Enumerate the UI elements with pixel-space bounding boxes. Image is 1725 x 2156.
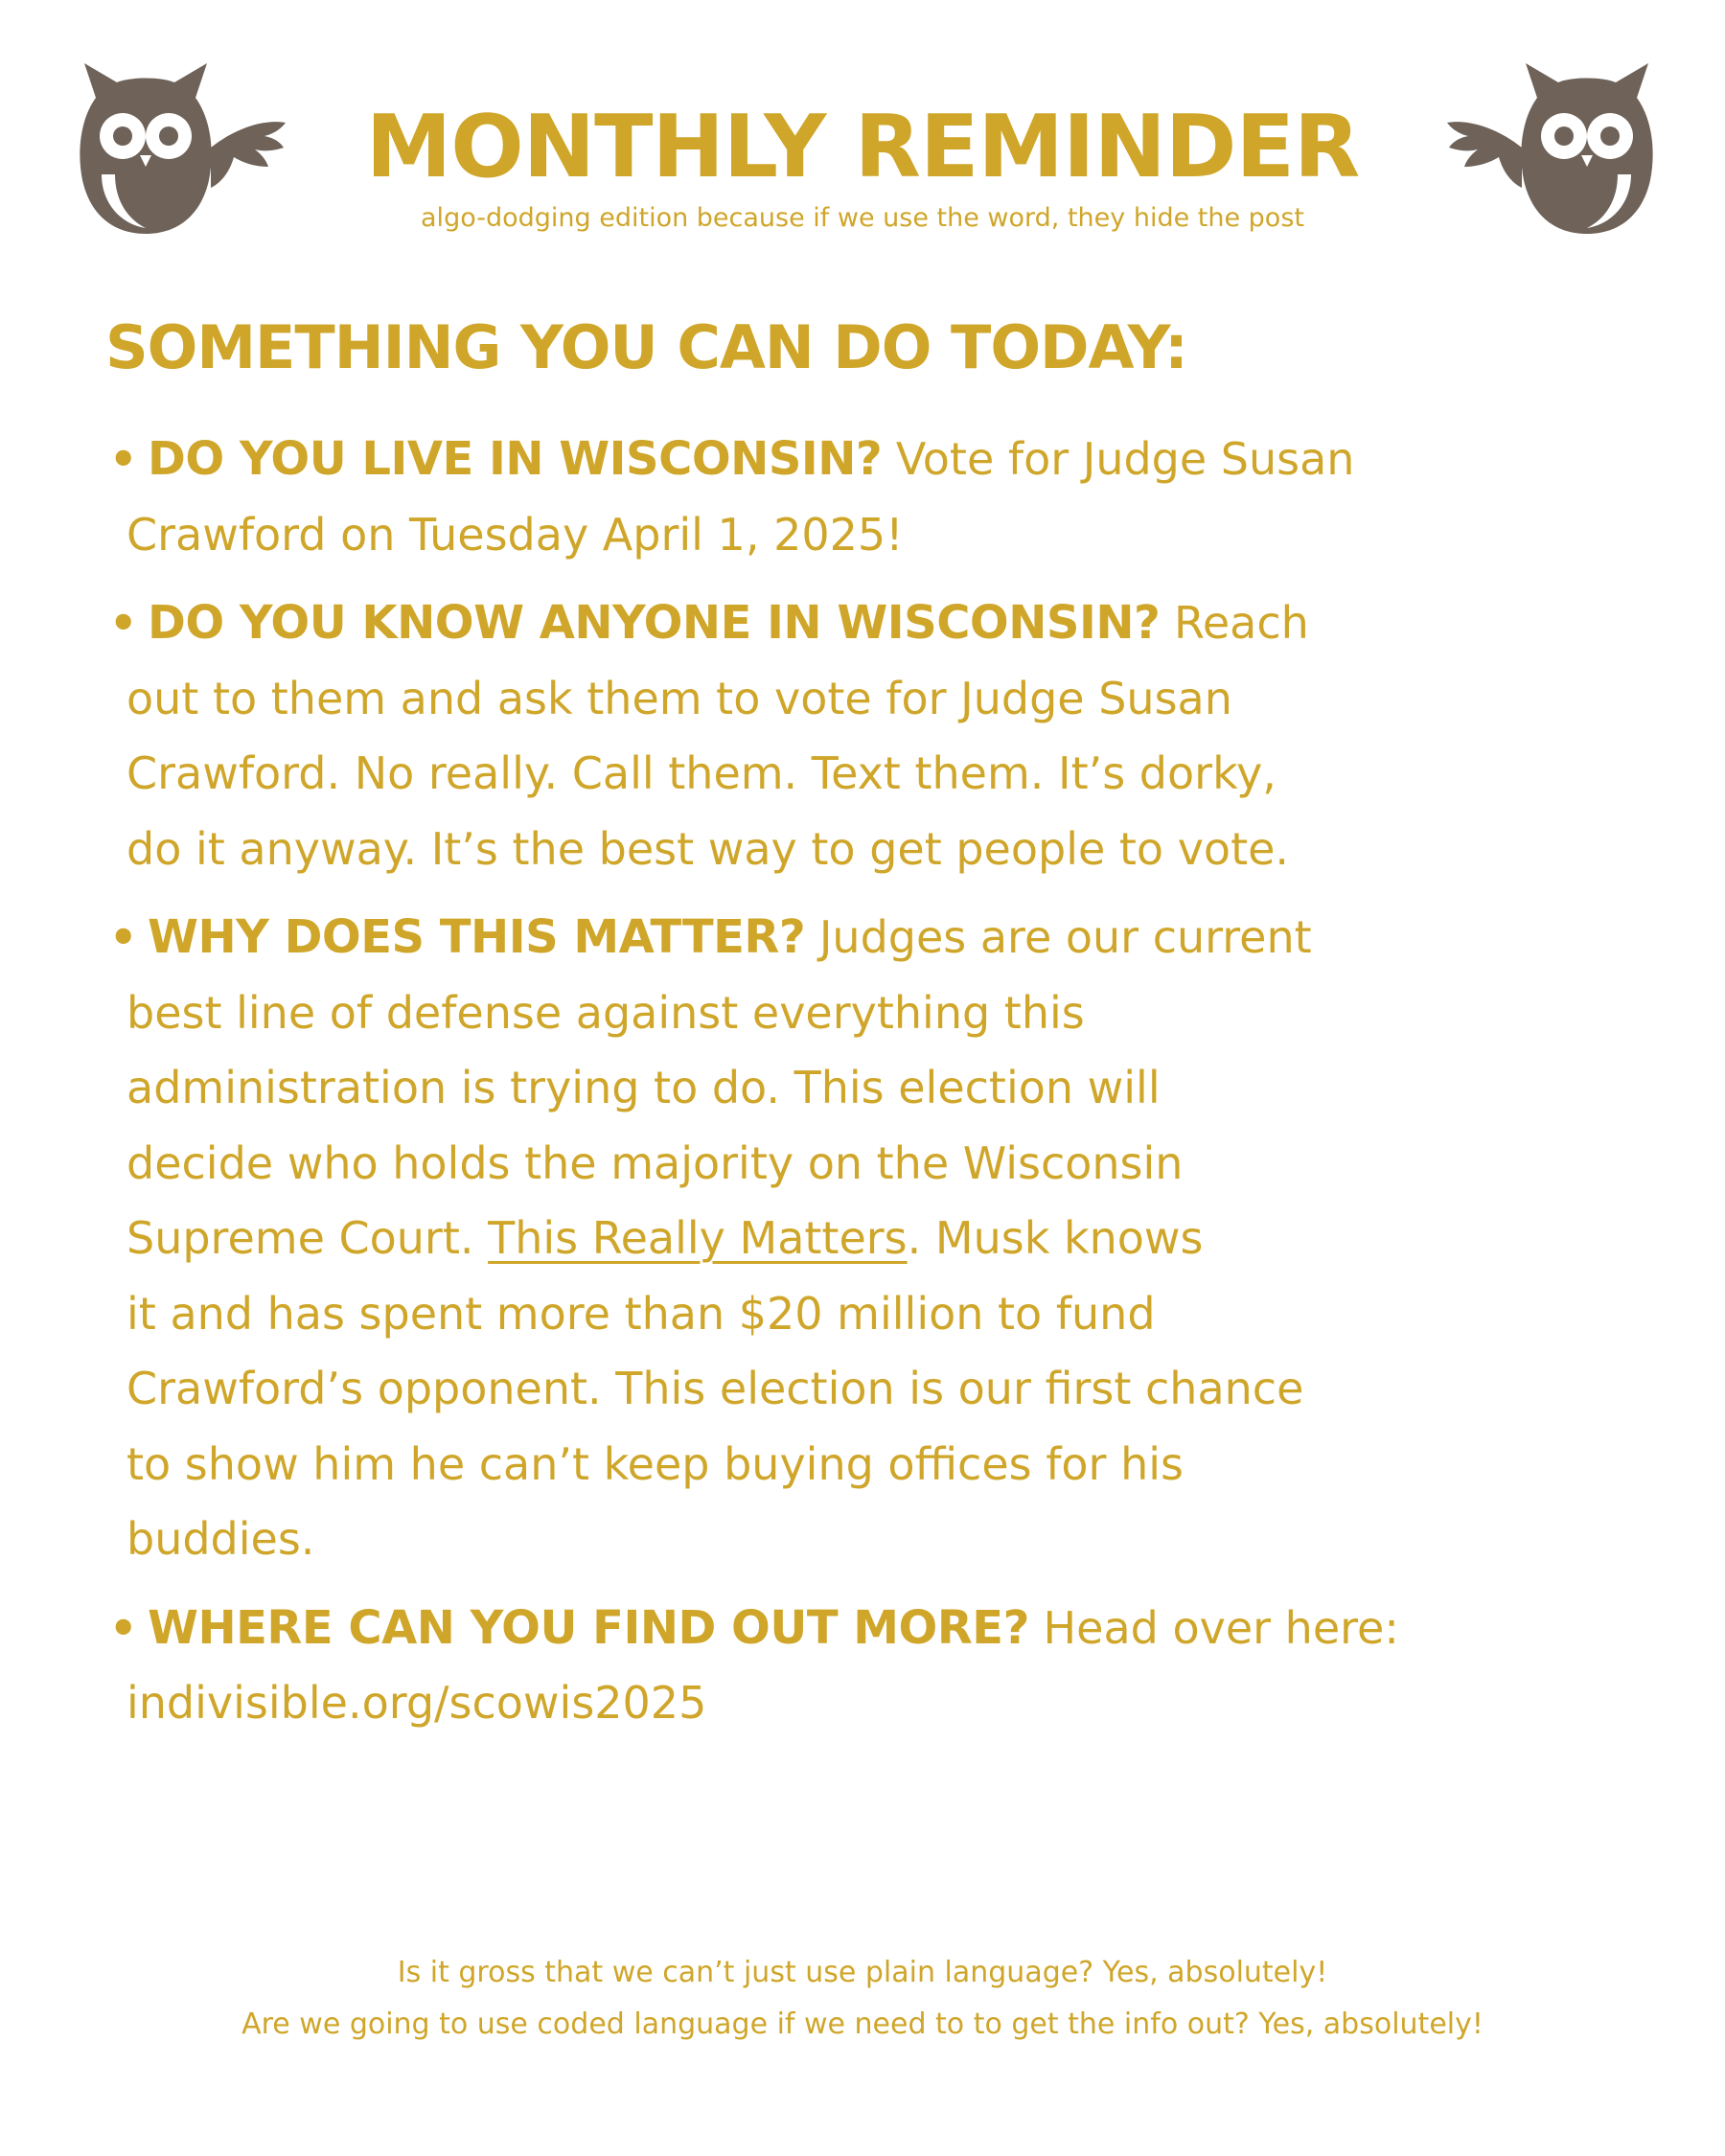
item-heading: WHERE CAN YOU FIND OUT MORE? xyxy=(148,1600,1029,1655)
item-text: best line of defense against everything this xyxy=(126,986,1085,1039)
item-text: do it anyway. It’s the best way to get people to vote. xyxy=(126,822,1290,875)
header xyxy=(288,97,1438,236)
item-text: buddies. xyxy=(126,1513,315,1565)
page-title: MONTHLY REMINDER xyxy=(365,97,1360,197)
item-text: Head over here: xyxy=(1028,1601,1399,1654)
list-item: • DO YOU KNOW ANYONE IN WISCONSIN? Reach out to them and ask them to vote for Judge Susan Crawford. No really. Call them. Text them. It’s dorky, do it anyway. It’s the best way to get people to vote. xyxy=(105,585,1639,886)
item-text: Supreme Court. xyxy=(126,1212,489,1264)
underlined-emphasis: This Really Matters xyxy=(488,1212,908,1264)
item-text: Vote for Judge Susan xyxy=(882,433,1355,485)
item-text: it and has spent more than $20 million to fund xyxy=(126,1287,1156,1340)
item-text: Crawford’s opponent. This election is our first chance xyxy=(126,1363,1304,1414)
list-item: • WHY DOES THIS MATTER? Judges are our current best line of defense against everything this administration is trying to do. This election will decide who holds the majority on the Wisconsin Supreme Court. This Really Matters. Musk knows it and has spent more than $20 million to fund Crawford’s opponent. This election is our first chance to show him he can’t keep buying offices for his buddies. xyxy=(105,900,1639,1577)
page-subtitle: algo-dodging edition because if we use the word, they hide the post xyxy=(421,203,1304,233)
section-heading: SOMETHING YOU CAN DO TODAY: xyxy=(105,312,1187,382)
item-text: to show him he can’t keep buying offices for his xyxy=(126,1437,1184,1490)
item-text: Reach xyxy=(1160,597,1309,649)
item-text: Judges are our current xyxy=(805,911,1312,963)
action-list xyxy=(105,422,1639,1755)
list-item: • WHERE CAN YOU FIND OUT MORE? Head over here: indivisible.org/scowis2025 xyxy=(105,1591,1639,1741)
owl-icon xyxy=(1443,59,1666,238)
item-text: . Musk knows xyxy=(907,1212,1204,1264)
owl-icon xyxy=(67,59,289,238)
list-item: • DO YOU LIVE IN WISCONSIN? Vote for Judge Susan Crawford on Tuesday April 1, 2025! xyxy=(105,422,1639,572)
item-text: Crawford on Tuesday April 1, 2025! xyxy=(126,508,904,561)
item-text: decide who holds the majority on the Wisconsin xyxy=(126,1136,1184,1189)
item-text: administration is trying to do. This election will xyxy=(126,1062,1161,1113)
item-text: out to them and ask them to vote for Judge Susan xyxy=(126,672,1232,724)
item-heading: WHY DOES THIS MATTER? xyxy=(148,910,806,964)
footer-line: Is it gross that we can’t just use plain language? Yes, absolutely! xyxy=(397,1956,1328,1989)
item-heading: DO YOU LIVE IN WISCONSIN? xyxy=(148,432,883,486)
item-heading: DO YOU KNOW ANYONE IN WISCONSIN? xyxy=(148,596,1161,650)
footer-line: Are we going to use coded language if we need to to get the info out? Yes, absolutely! xyxy=(242,2007,1484,2041)
resource-url: indivisible.org/scowis2025 xyxy=(126,1677,707,1729)
item-text: Crawford. No really. Call them. Text them. It’s dorky, xyxy=(126,747,1276,799)
footer xyxy=(0,1947,1725,2051)
